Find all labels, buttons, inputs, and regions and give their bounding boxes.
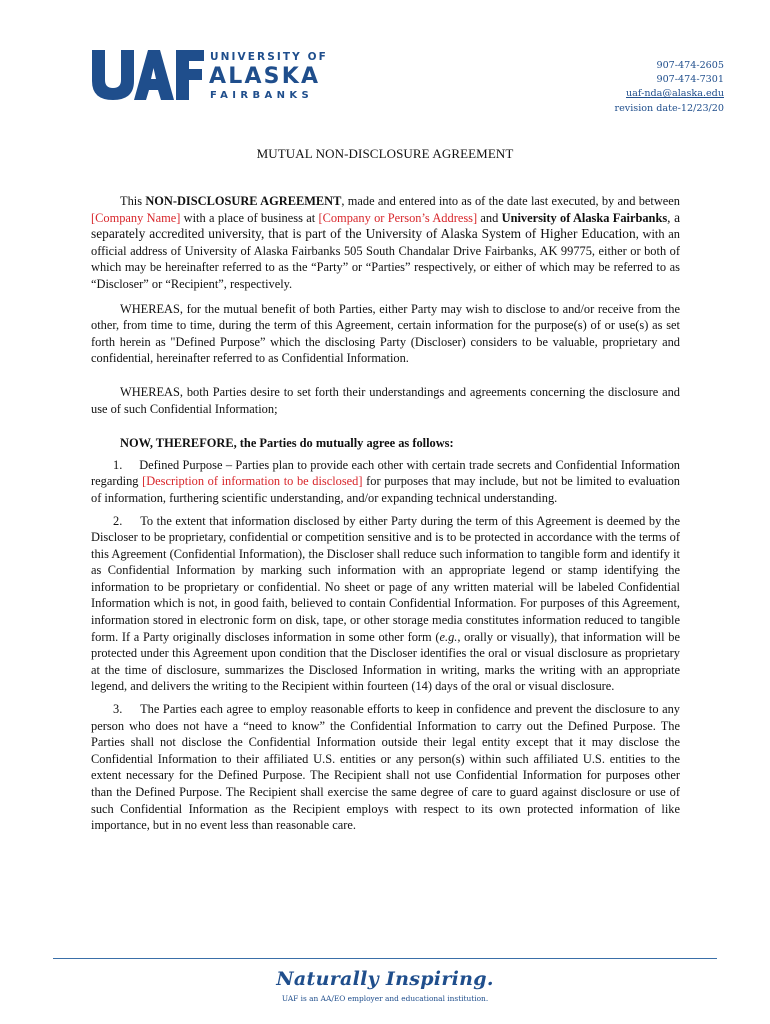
clause-2-number: 2. <box>113 513 123 528</box>
contact-block <box>615 59 724 116</box>
intro-text-4: and <box>477 210 502 225</box>
intro-text-2: , made and entered into as of the date last executed, by and between <box>341 194 680 208</box>
phone-2: 907-474-7301 <box>656 74 724 86</box>
footer-divider <box>53 958 717 959</box>
whereas-paragraph-1: WHEREAS, for the mutual benefit of both Parties, either Party may wish to disclose to and/or receive from the other, from time to time, during the term of this Agreement, certain information for the purpose(s) of or use(s) as set forth herein as "Defined Purpose” which the disclosing Party (Discloser) considers to be valuable, proprietary and confidential, hereinafter referred to as Confidential Information. <box>91 301 680 366</box>
clause-3 <box>91 701 680 834</box>
logo-line-2: ALASKA <box>209 64 321 89</box>
logo-line-1: UNIVERSITY OF <box>210 51 328 63</box>
revision-date: revision date-12/23/20 <box>614 102 724 114</box>
clause-2-text-1: To the extent that information disclosed by either Party during the term of this Agreement is deemed by the Discloser to be proprietary, confidential or competition sensitive and is to be protected in accordance with the terms of this Agreement (Confidential Information), the Discloser shall reduce such information to tangible form and identify it as Confidential Information by marking such information with an appropriate legend or stamp identifying the information to be proprietary or confidential. No sheet or page of any written material will be labeled Confidential Information which is not, in good faith, believed to contain Confidential Information. For purposes of this Agreement, information stored in electronic form on disk, tape, or other storage media constitutes information reduced to tangible form. If a Party originally discloses information in some other form ( <box>91 513 680 644</box>
clause-1-number: 1. <box>113 457 123 472</box>
intro-paragraph <box>91 193 680 293</box>
intro-text-5: , a separately accredited university, that is part of the University of Alaska System of Higher Education <box>91 209 681 242</box>
document-title: MUTUAL NON-DISCLOSURE AGREEMENT <box>256 146 514 161</box>
intro-text-6: , with an official address of University of Alaska Fairbanks 505 South Chandalar Drive Fairbanks, AK 99775, either or both of which may be hereinafter referred to as the “Party” or “Parties” respectively, or either of which may be referred to as “Discloser” or “Recipient”, respectively. <box>91 227 680 291</box>
intro-bold-nda: NON-DISCLOSURE AGREEMENT <box>145 194 342 208</box>
company-name-placeholder[interactable]: [Company Name] <box>91 210 181 225</box>
clause-2-italic-eg: e.g. <box>439 629 458 644</box>
information-description-placeholder[interactable]: [Description of information to be disclosed] <box>142 474 363 489</box>
clause-1-text-1: Defined Purpose – Parties plan to provide each other with certain trade secrets and Confidential Information regarding <box>91 457 680 489</box>
logo-f-shape <box>176 50 204 100</box>
clause-2-text-2: , orally or visually), that information will be protected under this Agreement upon condition that the Discloser identifies the oral or visual disclosure as proprietary at the time of disclosure, summarizes the Disclosed Information in writing, marks the writing with an appropriate legend, and delivers the writing to the Recipient within fourteen (14) days of the oral or visual disclosure. <box>91 629 681 694</box>
clause-1 <box>91 457 680 507</box>
company-address-placeholder[interactable]: [Company or Person’s Address] <box>318 210 478 225</box>
clause-2 <box>91 513 680 696</box>
uaf-logo <box>92 46 332 102</box>
clause-1-text-2: for purposes that may include, but not be limited to evaluation of information, furthering scientific understanding, and/or expanding technical understanding. <box>91 474 680 505</box>
logo-line-3: FAIRBANKS <box>210 90 314 101</box>
phone-1: 907-474-2605 <box>656 60 724 71</box>
document-body <box>91 193 680 834</box>
now-therefore-heading: NOW, THEREFORE, the Parties do mutually agree as follows: <box>120 436 454 451</box>
clause-3-number: 3. <box>113 702 123 717</box>
footer-note: UAF is an AA/EO employer and educational institution. <box>281 994 489 1003</box>
logo-a-shape <box>134 50 174 100</box>
intro-bold-uaf: University of Alaska Fairbanks <box>501 210 668 225</box>
logo-tm: TM <box>178 96 185 101</box>
intro-text-3: with a place of business at <box>180 210 319 225</box>
logo-u-shape <box>92 50 134 100</box>
intro-text-1: This <box>120 194 146 208</box>
whereas-paragraph-2: WHEREAS, both Parties desire to set forth their understandings and agreements concerning the disclosure and use of such Confidential Information; <box>91 384 680 416</box>
clause-3-text: The Parties each agree to employ reasonable efforts to keep in confidence and prevent the disclosure to any person who does not have a “need to know” the Confidential Information to carry out the Defined Purpose. The Parties shall not disclose the Confidential Information outside their legal entity except that it may disclose the Confidential Information to their affiliated U.S. entities or any person(s) within such affiliated U.S. entities to the extent necessary for the Defined Purpose. The Recipient shall not use Confidential Information for purposes other than the Defined Purpose. The Recipient shall exercise the same degree of care to guard against disclosure or use of such Confidential Information as the Recipient employs with respect to its own protected information of like importance, but in no event less than reasonable care. <box>91 702 680 833</box>
footer-tagline: Naturally Inspiring. <box>276 968 494 990</box>
email-link[interactable]: uaf-nda@alaska.edu <box>626 88 724 100</box>
